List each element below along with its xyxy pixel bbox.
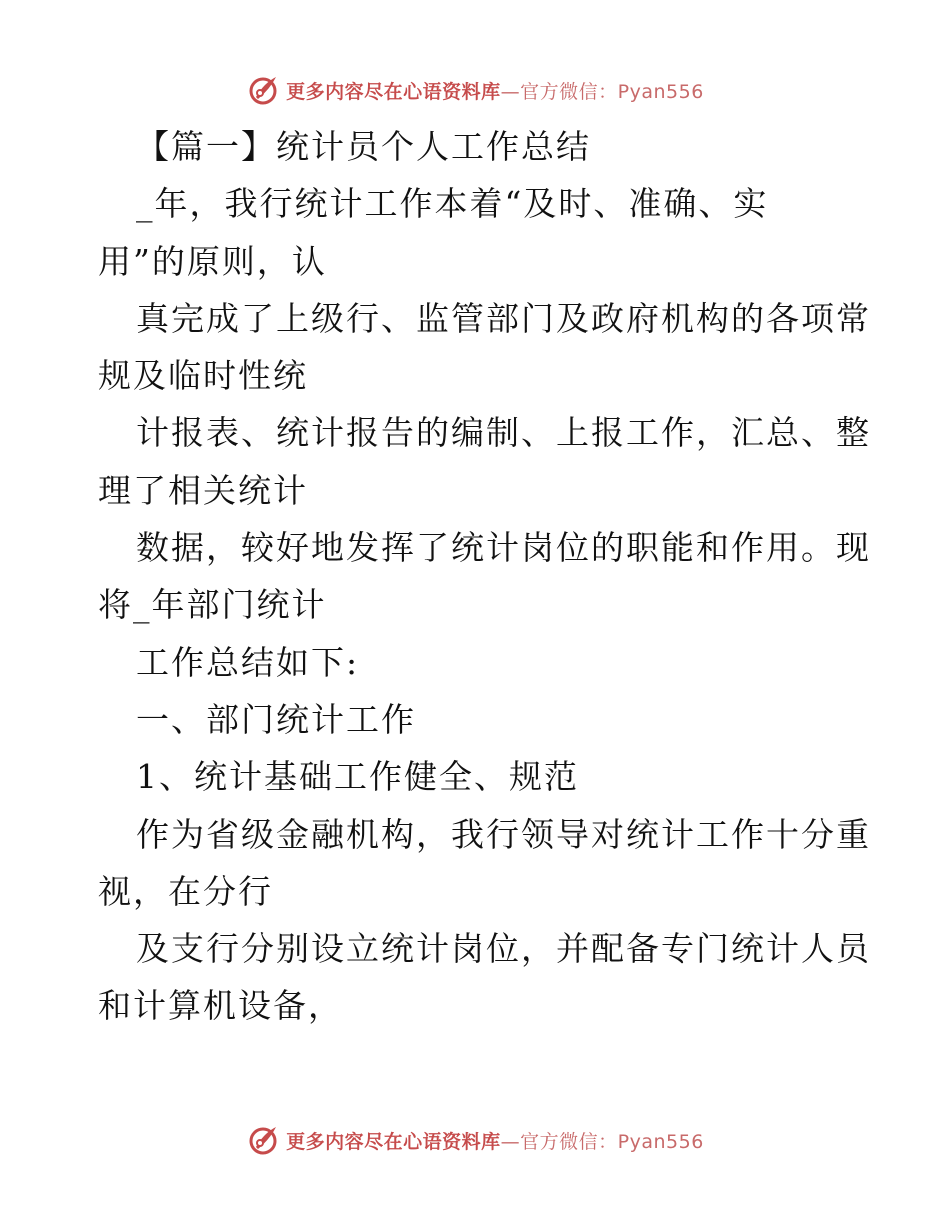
- feather-logo-icon: [246, 73, 280, 107]
- text-line: 1、统计基础工作健全、规范: [136, 757, 579, 797]
- text-line: 及支行分别设立统计岗位，并配备专门统计人员: [136, 929, 871, 969]
- feather-logo-icon: [246, 1123, 280, 1157]
- text-line: 视，在分行: [98, 871, 273, 911]
- text-line: 【篇一】统计员个人工作总结: [136, 127, 591, 166]
- text-line: 将_年部门统计: [98, 585, 327, 625]
- banner-text: 更多内容尽在心语资料库—官方微信：Pyan556: [286, 80, 704, 103]
- header-banner: [0, 70, 950, 110]
- text-line: 一、部门统计工作: [136, 699, 416, 739]
- banner-text: 更多内容尽在心语资料库—官方微信：Pyan556: [286, 1130, 704, 1153]
- text-line: 工作总结如下:: [136, 642, 360, 682]
- text-line: 真完成了上级行、监管部门及政府机构的各项常: [136, 298, 871, 338]
- text-line: _年，我行统计工作本着“及时、准确、实: [136, 184, 769, 224]
- footer-banner: [0, 1120, 950, 1160]
- text-line: 计报表、统计报告的编制、上报工作，汇总、整: [136, 413, 871, 453]
- text-line: 理了相关统计: [98, 470, 308, 510]
- text-line: 作为省级金融机构，我行领导对统计工作十分重: [136, 814, 871, 854]
- document-body: [98, 118, 871, 1035]
- text-line: 规及临时性统: [98, 356, 308, 396]
- text-line: 数据，较好地发挥了统计岗位的职能和作用。现: [136, 528, 871, 568]
- text-line: 用”的原则，认: [98, 241, 327, 281]
- text-line: 和计算机设备，: [98, 986, 343, 1026]
